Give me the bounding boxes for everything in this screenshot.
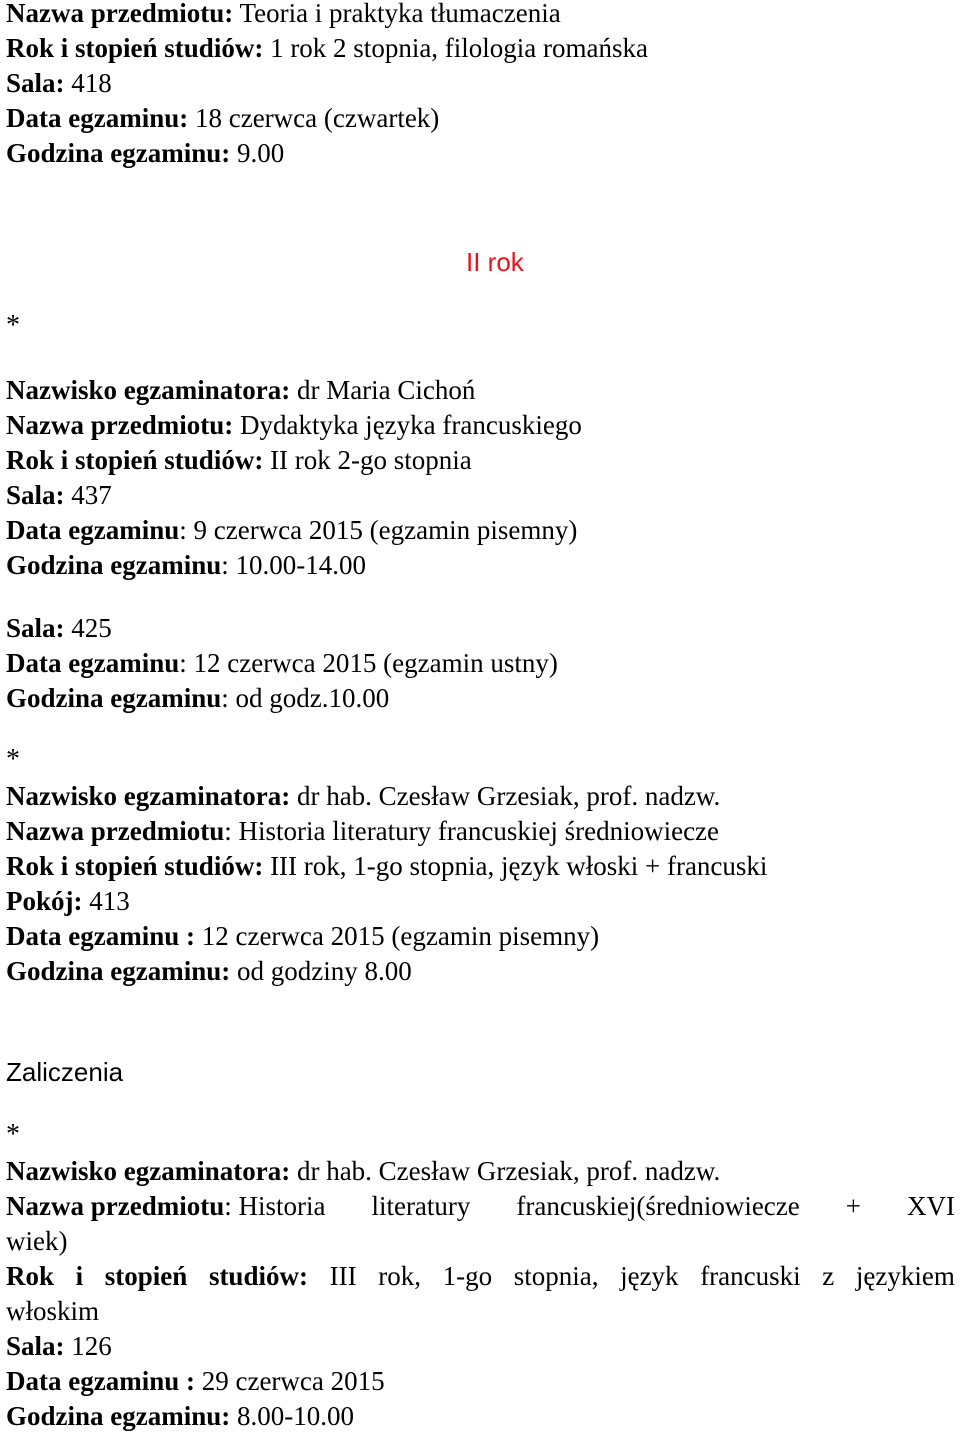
examiner-line <box>6 779 955 814</box>
subject-value: Teoria i praktyka tłumaczenia <box>233 0 561 28</box>
room-line <box>6 884 955 919</box>
examiner-value: dr hab. Czesław Grzesiak, prof. nadzw. <box>290 781 721 811</box>
year-word: III <box>329 1261 357 1291</box>
room2-label: Sala: <box>6 613 65 643</box>
room-value: 437 <box>64 480 112 510</box>
time-value: : 10.00-14.00 <box>221 550 367 580</box>
date-value: 12 czerwca 2015 (egzamin pisemny) <box>194 921 600 951</box>
examiner-label: Nazwisko egzaminatora: <box>6 375 291 405</box>
subject-word: francuskiej(średniowiecze <box>516 1191 800 1221</box>
date-label: Data egzaminu <box>6 515 180 545</box>
separator-star: * <box>6 310 20 341</box>
year-line <box>6 1259 955 1294</box>
separator-star: * <box>6 1119 20 1150</box>
section-heading: II rok <box>466 247 524 277</box>
subject-label: Nazwa przedmiotu <box>6 816 225 846</box>
time-line <box>6 548 955 583</box>
time-value: 8.00-10.00 <box>230 1401 355 1431</box>
subject-word: XVI <box>906 1191 955 1221</box>
time-line <box>6 1399 955 1434</box>
room-label: Sala: <box>6 1331 65 1361</box>
room-label: Sala: <box>6 480 65 510</box>
year-continuation: włoskim <box>6 1296 100 1326</box>
year-word: językiem <box>855 1261 955 1291</box>
year-line <box>6 849 955 884</box>
date-line <box>6 919 955 954</box>
subject-label: Nazwa przedmiotu: <box>6 410 234 440</box>
year-label-word: studiów: <box>208 1261 308 1291</box>
date-value: 29 czerwca 2015 <box>194 1366 385 1396</box>
date-label: Data egzaminu : <box>6 921 195 951</box>
date2-value: : 12 czerwca 2015 (egzamin ustny) <box>179 648 558 678</box>
time2-line <box>6 681 955 716</box>
year-word: stopnia, <box>513 1261 599 1291</box>
year-label-word: i <box>75 1261 84 1291</box>
room-value: 413 <box>82 886 130 916</box>
year-label-word: stopień <box>104 1261 188 1291</box>
year-word: rok, <box>378 1261 421 1291</box>
time2-label: Godzina egzaminu <box>6 683 222 713</box>
examiner-label: Nazwisko egzaminatora: <box>6 781 291 811</box>
time-label: Godzina egzaminu: <box>6 1401 231 1431</box>
time-label: Godzina egzaminu: <box>6 956 231 986</box>
examiner-label: Nazwisko egzaminatora: <box>6 1156 291 1186</box>
subject-word: literatury <box>371 1191 471 1221</box>
year-word: francuski <box>700 1261 801 1291</box>
room2-value: 425 <box>64 613 112 643</box>
examiner-value: dr Maria Cichoń <box>290 375 476 405</box>
date-value: : 9 czerwca 2015 (egzamin pisemny) <box>179 515 578 545</box>
date-label: Data egzaminu: <box>6 103 189 133</box>
date-line <box>6 1364 955 1399</box>
time-line <box>6 136 955 171</box>
year-word: 1-go <box>442 1261 493 1291</box>
room-line <box>6 478 955 513</box>
subject-line <box>6 408 955 443</box>
time-line <box>6 954 955 989</box>
year-label: Rok i stopień studiów: <box>6 851 264 881</box>
room2-line <box>6 611 955 646</box>
date-line <box>6 513 955 548</box>
credits-heading: Zaliczenia <box>6 1057 124 1087</box>
year-label-word: Rok <box>6 1261 55 1291</box>
room-line <box>6 66 955 101</box>
subject-line <box>6 0 955 31</box>
date-label: Data egzaminu : <box>6 1366 195 1396</box>
examiner-line <box>6 1154 955 1189</box>
year-line <box>6 31 955 66</box>
subject-label: Nazwa przedmiotu <box>6 1191 225 1221</box>
date-line <box>6 101 955 136</box>
year-label: Rok i stopień studiów: <box>6 445 264 475</box>
separator-star: * <box>6 744 20 775</box>
year-value: 1 rok 2 stopnia, filologia romańska <box>263 33 648 63</box>
subject-label: Nazwa przedmiotu: <box>6 0 234 28</box>
year-word: z <box>822 1261 835 1291</box>
date2-line <box>6 646 955 681</box>
year-value: II rok 2-go stopnia <box>263 445 472 475</box>
examiner-line <box>6 373 955 408</box>
year-line <box>6 443 955 478</box>
time-value: 9.00 <box>230 138 285 168</box>
time-value: od godziny 8.00 <box>230 956 412 986</box>
subject-value: Dydaktyka języka francuskiego <box>233 410 582 440</box>
subject-line <box>6 814 955 849</box>
subject-value: : Historia literatury francuskiej średniowiecze <box>224 816 720 846</box>
room-label: Pokój: <box>6 886 83 916</box>
room-label: Sala: <box>6 68 65 98</box>
time2-value: : od godz.10.00 <box>221 683 390 713</box>
room-value: 418 <box>64 68 112 98</box>
room-line <box>6 1329 955 1364</box>
room-value: 126 <box>64 1331 112 1361</box>
subject-word: : Historia <box>224 1191 326 1221</box>
time-label: Godzina egzaminu: <box>6 138 231 168</box>
examiner-value: dr hab. Czesław Grzesiak, prof. nadzw. <box>290 1156 721 1186</box>
year-label: Rok i stopień studiów: <box>6 33 264 63</box>
year-value: III rok, 1-go stopnia, język włoski + francuski <box>263 851 768 881</box>
date-value: 18 czerwca (czwartek) <box>188 103 440 133</box>
subject-word: + <box>845 1191 861 1221</box>
date2-label: Data egzaminu <box>6 648 180 678</box>
time-label: Godzina egzaminu <box>6 550 222 580</box>
subject-line <box>6 1189 955 1224</box>
subject-continuation: wiek) <box>6 1226 68 1256</box>
year-word: język <box>620 1261 679 1291</box>
